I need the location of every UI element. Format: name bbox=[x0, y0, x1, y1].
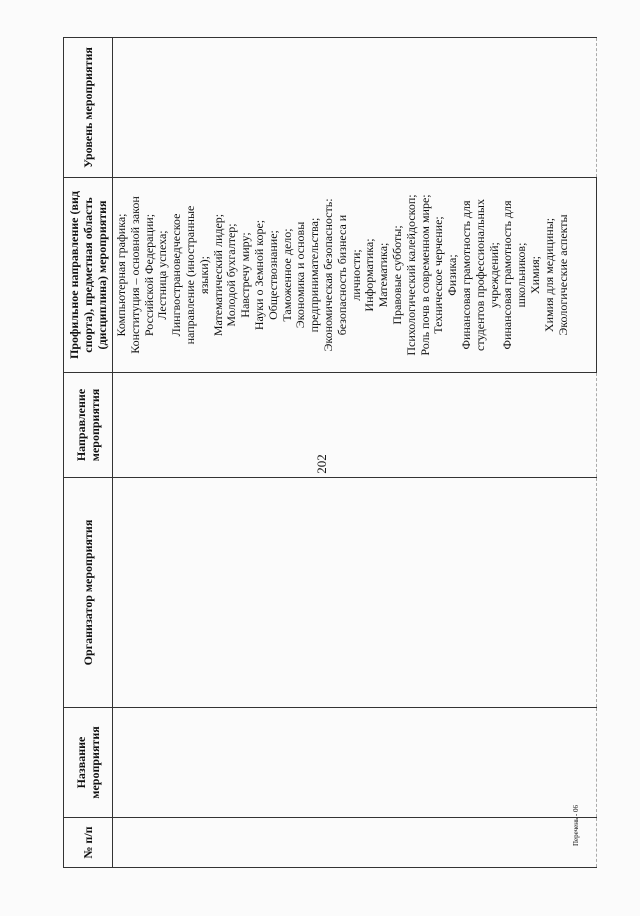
subject-line: личности; bbox=[348, 249, 363, 301]
table-container bbox=[63, 38, 597, 868]
subject-line: Финансовая грамотность для bbox=[500, 200, 515, 350]
header-row bbox=[64, 38, 113, 868]
subject-line: языки); bbox=[196, 256, 211, 294]
cell-number bbox=[113, 818, 597, 868]
subject-line: Таможенное дело; bbox=[279, 228, 294, 322]
cell-event-name bbox=[113, 708, 597, 818]
cell-level bbox=[113, 38, 597, 178]
subject-line: Химия для медицины; bbox=[541, 217, 556, 333]
subject-line: школьников; bbox=[514, 242, 529, 308]
subject-line: Химия; bbox=[527, 256, 542, 294]
subject-line: Экологические аспекты bbox=[555, 214, 570, 336]
subject-line: Математический лидер; bbox=[210, 213, 225, 337]
footer-note: Перечень - 06 bbox=[572, 805, 580, 846]
subject-line: Роль почв в современном мире; bbox=[417, 194, 432, 356]
subject-line: студентов профессиональных bbox=[472, 199, 487, 351]
subject-line: Психологический калейдоскоп; bbox=[403, 194, 418, 356]
subject-line: Навстречу миру; bbox=[238, 232, 253, 318]
subject-list bbox=[115, 182, 570, 368]
subject-line: Физика; bbox=[445, 254, 460, 296]
subject-line: Молодой бухгалтер; bbox=[224, 223, 239, 327]
header-event-name: Название мероприятия bbox=[64, 708, 113, 818]
table-row bbox=[113, 38, 597, 868]
subject-line: Лингвострановедческое bbox=[169, 213, 184, 337]
subject-line: Информатика; bbox=[362, 238, 377, 312]
subject-line: Финансовая грамотность для bbox=[458, 200, 473, 350]
subject-line: предпринимательства; bbox=[307, 217, 322, 333]
subject-line: направление (иностранные bbox=[182, 205, 197, 345]
cell-organizer bbox=[113, 478, 597, 708]
subject-line: Экономическая безопасность: bbox=[320, 198, 335, 352]
subject-line: Обществознание; bbox=[265, 230, 280, 320]
header-level: Уровень мероприятия bbox=[64, 38, 113, 178]
cell-direction bbox=[113, 373, 597, 478]
header-organizer: Организатор мероприятия bbox=[64, 478, 113, 708]
cell-profile bbox=[113, 178, 597, 373]
subject-line: Математика; bbox=[376, 242, 391, 308]
events-table bbox=[63, 37, 597, 868]
subject-line: Российской Федерации; bbox=[141, 213, 156, 337]
subject-line: Правовые субботы; bbox=[389, 225, 404, 325]
header-profile: Профильное направление (вид спорта), предметная область (дисциплина) мероприятия bbox=[64, 178, 113, 373]
subject-line: учреждений; bbox=[486, 242, 501, 308]
subject-line: Техническое черчение; bbox=[431, 216, 446, 334]
subject-line: Лестница успеха; bbox=[155, 230, 170, 320]
subject-line: Экономика и основы bbox=[293, 221, 308, 329]
header-number: № п/п bbox=[64, 818, 113, 868]
header-direction: Направление мероприятия bbox=[64, 373, 113, 478]
rotated-table bbox=[63, 38, 597, 868]
subject-line: Компьютерная графика; bbox=[114, 213, 128, 337]
subject-line: Конституция – основной закон bbox=[127, 196, 142, 354]
subject-line: безопасность бизнеса и bbox=[334, 214, 349, 336]
page-number: 202 bbox=[313, 454, 329, 474]
subject-line: Науки о Земной коре; bbox=[251, 219, 266, 331]
